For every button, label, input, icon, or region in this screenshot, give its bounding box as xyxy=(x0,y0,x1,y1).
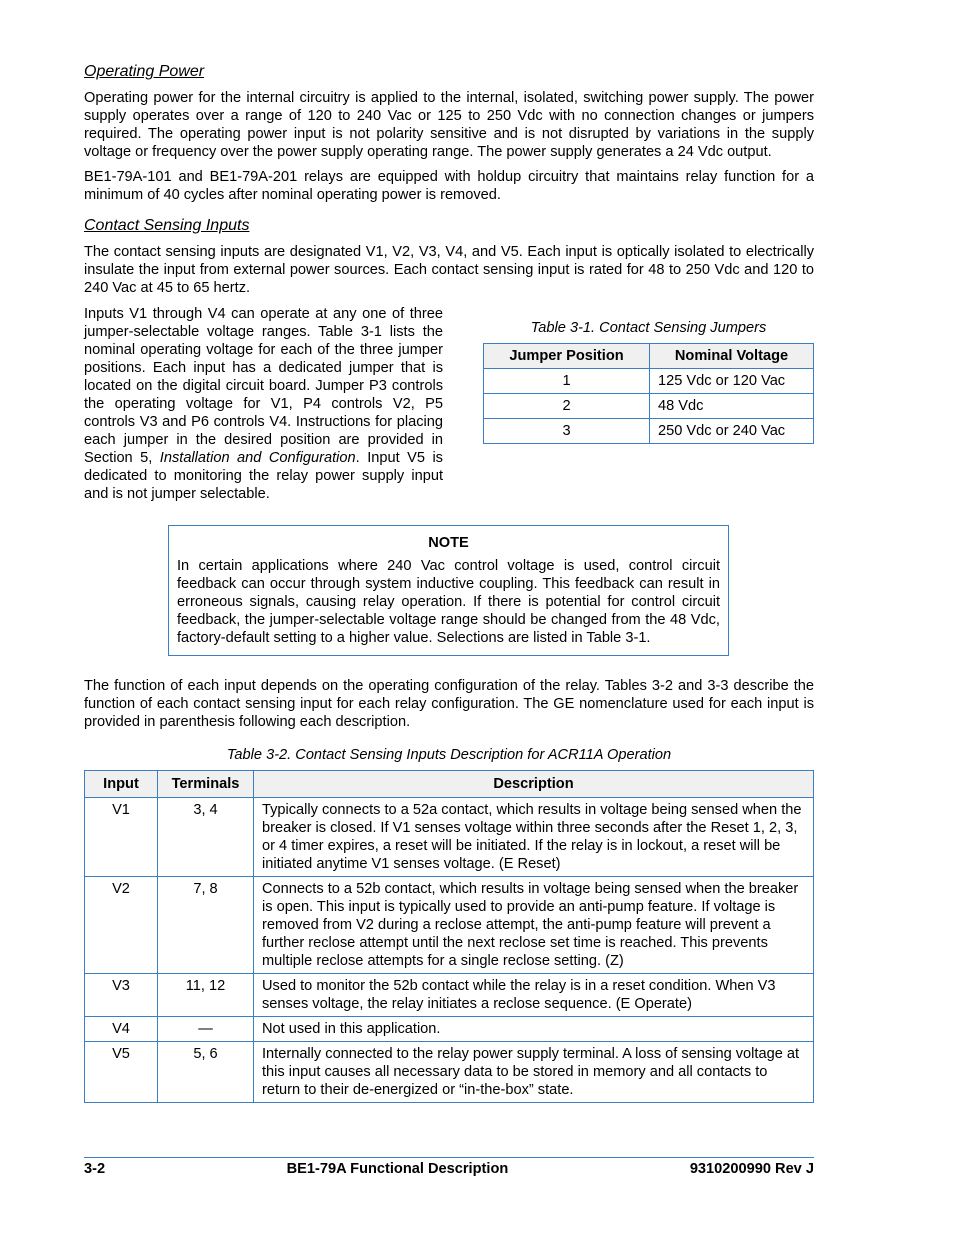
table1-cell: 48 Vdc xyxy=(650,394,814,419)
table1-header-nominal-voltage: Nominal Voltage xyxy=(650,344,814,369)
paragraph-input-function: The function of each input depends on the operating configuration of the relay. Tables 3-2 and 3-3 describe the function of each contact sensing input for each relay configuration. The GE nomenclature used for each input is provided in parenthesis following each description. xyxy=(84,678,814,730)
table2-cell-input: V2 xyxy=(85,877,158,974)
table-row xyxy=(85,974,814,1017)
table2-cell-description: Internally connected to the relay power supply terminal. A loss of sensing voltage at this input causes all necessary data to be stored in memory and all contacts to return to their de-energized or “in-the-box” state. xyxy=(254,1042,814,1103)
page-content xyxy=(84,62,814,1103)
heading-contact-sensing: Contact Sensing Inputs xyxy=(84,217,250,234)
table2-header-terminals: Terminals xyxy=(158,771,254,798)
table-row xyxy=(484,394,814,419)
table-row xyxy=(484,419,814,444)
jumper-text-b: . Input V5 is dedicated to monitoring the relay power supply input and is not jumper selectable. xyxy=(84,450,443,502)
table1-cell: 1 xyxy=(484,369,650,394)
table2-header-input: Input xyxy=(85,771,158,798)
table2-cell-input: V5 xyxy=(85,1042,158,1103)
table-row xyxy=(85,877,814,974)
table2-cell-input: V3 xyxy=(85,974,158,1017)
table2-caption: Table 3-2. Contact Sensing Inputs Description for ACR11A Operation xyxy=(226,747,672,763)
table2-cell-description: Connects to a 52b contact, which results in voltage being sensed when the breaker is open. This input is typically used to provide an anti-pump feature. If voltage is removed from V2 during a reclose attempt, the anti-pump feature will prevent a further reclose attempt until the next reclose set time is reached. This prevents multiple reclose attempts for a single reclose setting. (Z) xyxy=(254,877,814,974)
paragraph-operating-power-2: BE1-79A-101 and BE1-79A-201 relays are equipped with holdup circuitry that maintains relay function for a minimum of 40 cycles after nominal operating power is removed. xyxy=(84,169,814,203)
table2-header-description: Description xyxy=(254,771,814,798)
table2-cell-description: Not used in this application. xyxy=(254,1017,814,1042)
table2-cell-terminals: 3, 4 xyxy=(158,798,254,877)
table1-cell: 125 Vdc or 120 Vac xyxy=(650,369,814,394)
table-contact-sensing-inputs-description xyxy=(84,770,814,1103)
table2-cell-terminals: — xyxy=(158,1017,254,1042)
table1-header-jumper-position: Jumper Position xyxy=(484,344,650,369)
table2-header-row xyxy=(85,771,814,798)
footer-title: BE1-79A Functional Description xyxy=(286,1161,509,1177)
note-title: NOTE xyxy=(428,535,469,551)
jumper-text-a: Inputs V1 through V4 can operate at any one of three jumper-selectable voltage ranges. Table 3-1 lists the nominal operating voltage for each of the three jumper positions. Each input has a dedicated jumper that is located on the digital circuit board. Jumper P3 controls the operating voltage for V1, P4 controls V2, P5 controls V3 and P6 controls V4. Instructions for placing each jumper in the desired position are provided in Section 5, xyxy=(84,306,443,466)
table2-cell-input: V4 xyxy=(85,1017,158,1042)
table1-container xyxy=(483,305,814,503)
note-text: In certain applications where 240 Vac control voltage is used, control circuit feedback can occur through system inductive coupling. This feedback can result in erroneous signals, causing relay operation. If there is potential for control circuit feedback, the jumper-selectable voltage range should be changed from the 48 Vdc, factory-default setting to a higher value. Selections are listed in Table 3-1. xyxy=(177,558,720,646)
table2-cell-description: Used to monitor the 52b contact while the relay is in a reset condition. When V3 senses voltage, the relay initiates a reclose sequence. (E Operate) xyxy=(254,974,814,1017)
page-footer xyxy=(84,1157,814,1178)
two-column-section xyxy=(84,305,814,503)
jumper-text-italic: Installation and Configuration xyxy=(159,450,356,466)
paragraph-jumper-description xyxy=(84,305,443,503)
table2-cell-terminals: 5, 6 xyxy=(158,1042,254,1103)
table1-caption: Table 3-1. Contact Sensing Jumpers xyxy=(530,320,767,336)
paragraph-contact-sensing-1: The contact sensing inputs are designated V1, V2, V3, V4, and V5. Each input is optically isolated to electrically insulate the input from external power sources. Each contact sensing input is rated for 48 to 250 Vdc and 120 to 240 Vac at 45 to 65 hertz. xyxy=(84,244,814,296)
table1-cell: 2 xyxy=(484,394,650,419)
footer-page-number: 3-2 xyxy=(84,1161,106,1177)
note-box xyxy=(168,525,729,656)
table-contact-sensing-jumpers xyxy=(483,343,814,444)
table-row xyxy=(85,798,814,877)
table-row xyxy=(484,369,814,394)
table2-cell-terminals: 11, 12 xyxy=(158,974,254,1017)
table-row xyxy=(85,1042,814,1103)
table-row xyxy=(85,1017,814,1042)
table1-cell: 3 xyxy=(484,419,650,444)
table1-header-row xyxy=(484,344,814,369)
footer-doc-number: 9310200990 Rev J xyxy=(689,1161,814,1177)
heading-operating-power: Operating Power xyxy=(84,63,205,80)
table2-cell-terminals: 7, 8 xyxy=(158,877,254,974)
table2-cell-description: Typically connects to a 52a contact, which results in voltage being sensed when the breaker is closed. If V1 senses voltage within three seconds after the Reset 1, 2, 3, or 4 timer expires, a reset will be initiated. If the relay is in lockout, a reset will be initiated anytime V1 senses voltage. (E Reset) xyxy=(254,798,814,877)
paragraph-operating-power-1: Operating power for the internal circuitry is applied to the internal, isolated, switching power supply. The power supply operates over a range of 120 to 240 Vac or 125 to 250 Vdc with no connection changes or jumpers required. The operating power input is not polarity sensitive and is not disrupted by variations in the supply voltage or frequency over the power supply operating range. The power supply generates a 24 Vdc output. xyxy=(84,90,814,160)
table1-cell: 250 Vdc or 240 Vac xyxy=(650,419,814,444)
table2-cell-input: V1 xyxy=(85,798,158,877)
